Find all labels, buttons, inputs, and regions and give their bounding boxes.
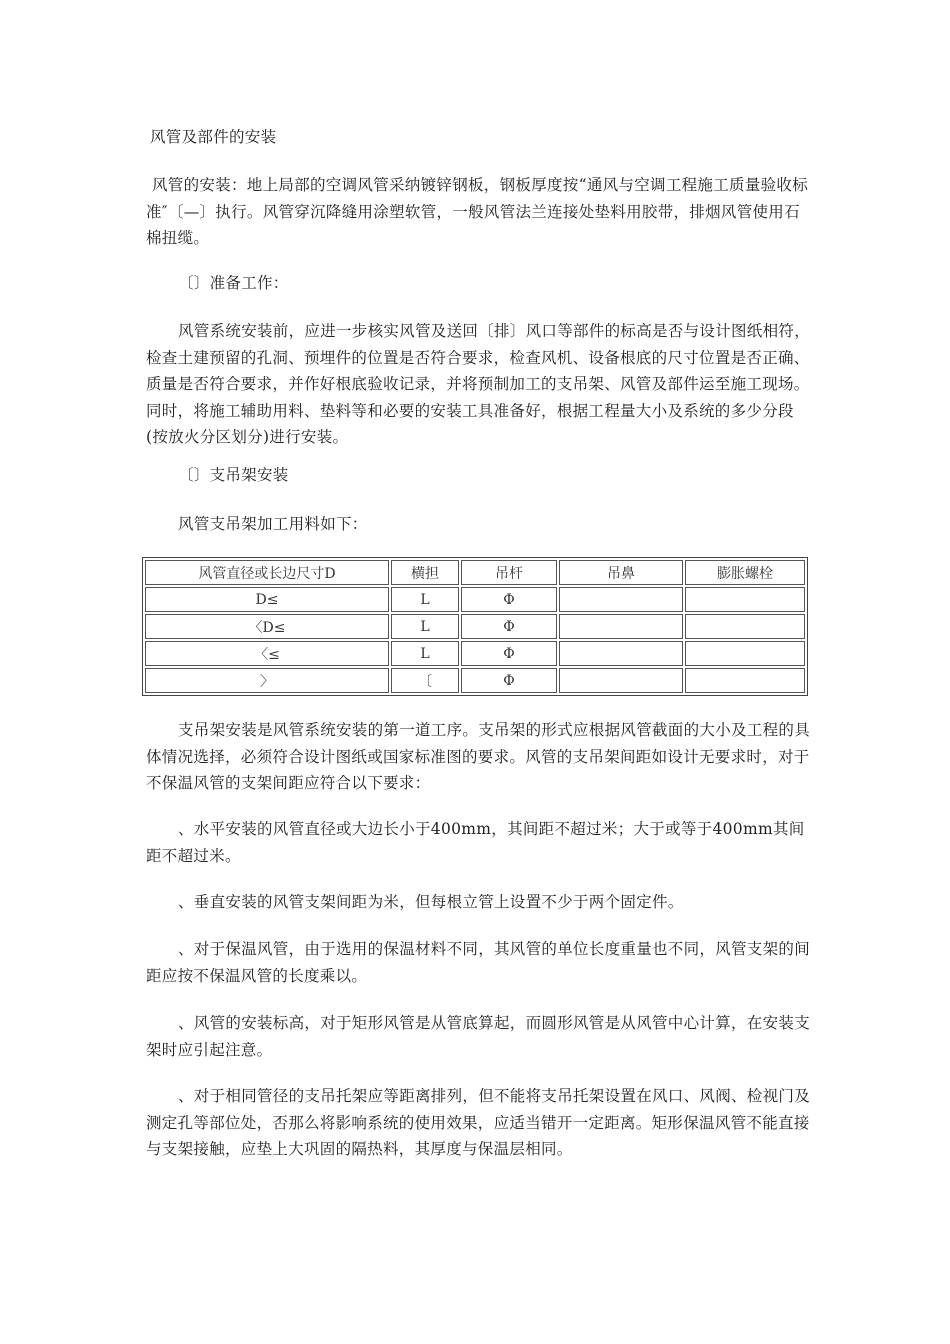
table-cell — [559, 668, 683, 693]
table-header-row — [145, 560, 805, 585]
table-cell — [559, 587, 683, 612]
table-cell — [685, 641, 805, 666]
table-cell: L — [391, 641, 459, 666]
table-cell: Φ — [461, 587, 557, 612]
table-cell: 〈D≤ — [145, 614, 389, 639]
paragraph-preparation: 风管系统安装前，应进一步核实风管及送回〔排〕风口等部件的标高是否与设计图纸相符，检查土建预留的孔洞、预埋件的位置是否符合要求，检查风机、设备根底的尺寸位置是否正确、质量是否符合要求，并作好根底验收记录，并将预制加工的支吊架、风管及部件运至施工现场。同时，将施工辅助用料、垫料等和必要的安装工具准备好，根据工程量大小及系统的多少分段(按放火分区划分)进行安装。 — [146, 322, 811, 446]
paragraph-support-rules: 支吊架安装是风管系统安装的第一道工序。支吊架的形式应根据风管截面的大小及工程的具体情况选择，必须符合设计图纸或国家标准图的要求。风管的支吊架间距如设计无要求时，对于不保温风管的支架间距应符合以下要求： — [146, 721, 811, 792]
table-header-cell: 膨胀螺栓 — [685, 560, 805, 585]
paragraph-rule-spacing: 、对于相同管径的支吊托架应等距离排列，但不能将支吊托架设置在风口、风阀、检视门及测定孔等部位处，否那么将影响系统的使用效果，应适当错开一定距离。矩形保温风管不能直接与支架接触，应垫上大巩固的隔热料，其厚度与保温层相同。 — [146, 1087, 811, 1158]
table-cell — [685, 587, 805, 612]
table-cell — [559, 641, 683, 666]
table-cell: D≤ — [145, 587, 389, 612]
table-cell: Φ — [461, 614, 557, 639]
paragraph-rule-horizontal: 、水平安装的风管直径或大边长小于400mm，其间距不超过米；大于或等于400mm其间距不超过米。 — [146, 820, 805, 865]
table-header-cell: 吊鼻 — [559, 560, 683, 585]
table-header-cell: 吊杆 — [461, 560, 557, 585]
table-header-cell: 横担 — [391, 560, 459, 585]
table-cell: Φ — [461, 668, 557, 693]
table-cell — [559, 614, 683, 639]
heading-support-install: 〔〕支吊架安装 — [178, 466, 289, 484]
table-cell: 〉 — [145, 668, 389, 693]
table-cell: L — [391, 587, 459, 612]
table-cell — [685, 614, 805, 639]
heading-preparation: 〔〕准备工作： — [178, 274, 289, 292]
paragraph-rule-insulated: 、对于保温风管，由于选用的保温材料不同，其风管的单位长度重量也不同，风管支架的间距应按不保温风管的长度乘以。 — [146, 940, 811, 985]
table-row — [145, 614, 805, 639]
section-title: 风管及部件的安装 — [150, 128, 277, 146]
table-cell: L — [391, 614, 459, 639]
support-material-table — [142, 557, 808, 696]
table-cell — [685, 668, 805, 693]
table-cell: 〈≤ — [145, 641, 389, 666]
paragraph-rule-elevation: 、风管的安装标高，对于矩形风管是从管底算起，而圆形风管是从风管中心计算，在安装支架时应引起注意。 — [146, 1014, 811, 1059]
table-cell: Φ — [461, 641, 557, 666]
table-header-cell: 风管直径或长边尺寸D — [145, 560, 389, 585]
table-row — [145, 641, 805, 666]
table-row — [145, 668, 805, 693]
paragraph-rule-vertical: 、垂直安装的风管支架间距为米，但每根立管上设置不少于两个固定件。 — [178, 893, 684, 911]
paragraph-material-intro: 风管支吊架加工用料如下： — [178, 515, 368, 533]
paragraph-duct-install: 风管的安装：地上局部的空调风管采纳镀锌钢板，钢板厚度按“通风与空调工程施工质量验收标准″〔—〕执行。风管穿沉降缝用涂塑软管，一般风管法兰连接处垫料用胶带，排烟风管使用石棉扭缆。 — [146, 176, 809, 247]
table-cell: 〔 — [391, 668, 459, 693]
table-row — [145, 587, 805, 612]
